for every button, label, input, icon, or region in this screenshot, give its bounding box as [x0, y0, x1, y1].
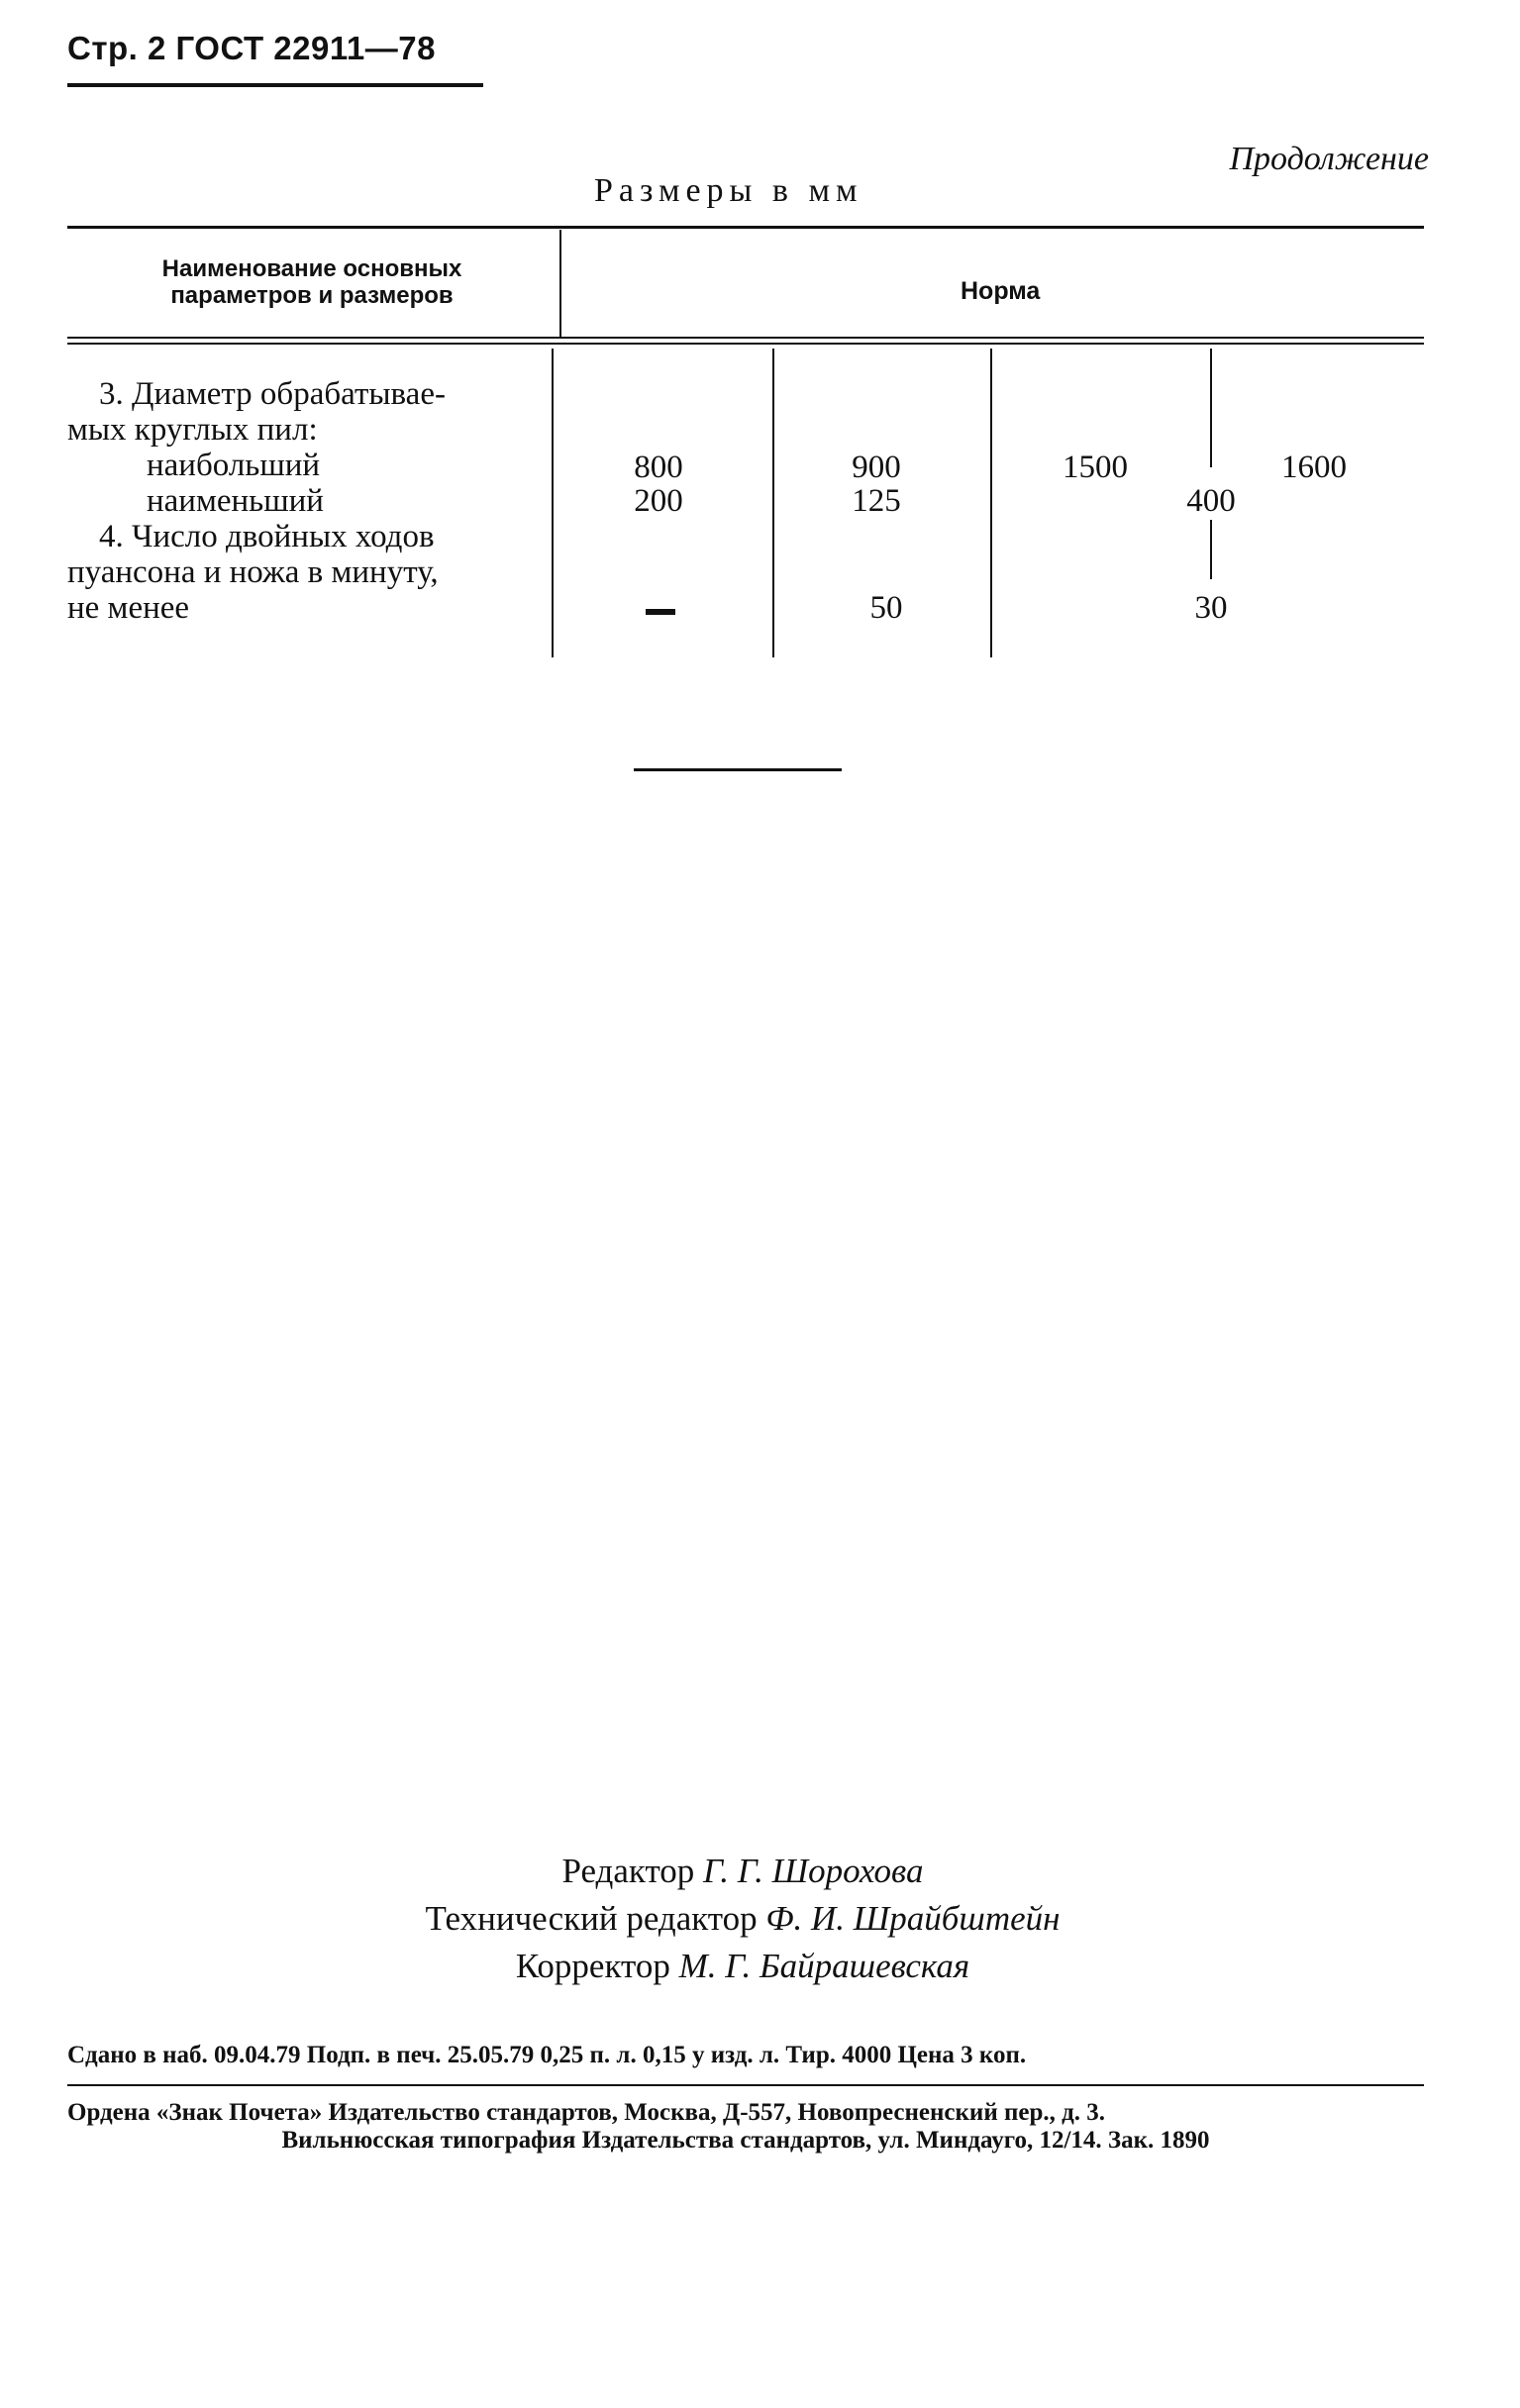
credit-corrector: [0, 1947, 1485, 1986]
imprint-line-2: Ордена «Знак Почета» Издательство стандартов, Москва, Д-557, Новопресненский пер., д. 3.: [67, 2099, 1106, 2126]
row4-value-3: 30: [1194, 590, 1228, 626]
row3-min-value-3: 400: [1186, 483, 1236, 519]
credit-editor: [0, 1852, 1485, 1891]
imprint-rule: [67, 2084, 1424, 2086]
tech-editor-name: Ф. И. Шрайбштейн: [765, 1899, 1061, 1938]
tech-editor-role: Технический редактор: [425, 1899, 758, 1938]
header-rule: [67, 83, 483, 87]
column-header-norm: Норма: [961, 277, 1041, 305]
row3-max-value-4: 1600: [1281, 450, 1347, 485]
row4-title-line3: не менее: [67, 590, 190, 626]
table-top-rule: [67, 226, 1424, 229]
imprint-line-3: Вильнюсская типография Издательства стандартов, ул. Миндауго, 12/14. Зак. 1890: [281, 2127, 1210, 2154]
editor-role: Редактор: [561, 1852, 695, 1890]
units-caption: Размеры в мм: [594, 172, 863, 209]
column-header-parameters: Наименование основных параметров и размеров: [161, 255, 462, 309]
row3-max-value-1: 800: [634, 450, 683, 485]
row3-min-value-2: 125: [852, 483, 901, 519]
editor-name: Г. Г. Шорохова: [703, 1852, 924, 1890]
corrector-name: М. Г. Байрашевская: [678, 1947, 970, 1985]
row3-max-value-3: 1500: [1063, 450, 1128, 485]
row4-value-1-text: [599, 588, 718, 625]
body-divider-2: [772, 349, 774, 657]
continuation-label: Продолжение: [1229, 141, 1429, 177]
body-divider-1: [552, 349, 554, 657]
corrector-role: Корректор: [515, 1947, 670, 1985]
page-header: Стр. 2 ГОСТ 22911—78: [67, 30, 436, 66]
row4-title-line1: 4. Число двойных ходов: [99, 519, 435, 554]
table-header-rule-1: [67, 337, 1424, 339]
body-divider-3: [990, 349, 992, 657]
row3-max-value-2: 900: [852, 450, 901, 485]
row3-min-label: наименьший: [147, 483, 324, 519]
body-divider-4-lower: [1210, 520, 1212, 579]
row3-title-line1: 3. Диаметр обрабатывае-: [99, 376, 446, 412]
row4-title-line2: пуансона и ножа в минуту,: [67, 554, 439, 590]
row4-value-2: 50: [869, 590, 903, 626]
row3-title-line2: мых круглых пил:: [67, 412, 318, 448]
credit-tech-editor: [0, 1899, 1485, 1939]
row3-max-label: наибольший: [147, 448, 321, 483]
imprint-line-1: Сдано в наб. 09.04.79 Подп. в печ. 25.05.79 0,25 п. л. 0,15 у изд. л. Тир. 4000 Цена 3 коп.: [67, 2042, 1027, 2068]
table-header-rule-2: [67, 343, 1424, 345]
end-of-table-rule: [634, 768, 842, 771]
row3-min-value-1: 200: [634, 483, 683, 519]
row4-value-1-dash: [646, 609, 675, 615]
body-divider-4-upper: [1210, 349, 1212, 467]
header-divider: [559, 230, 561, 337]
